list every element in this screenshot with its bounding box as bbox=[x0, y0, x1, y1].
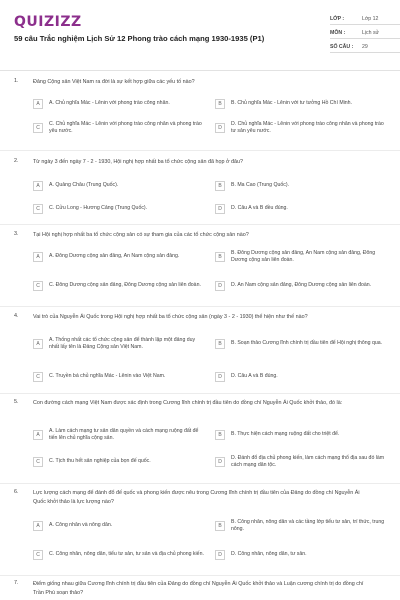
option-text: B. Soạn thảo Cương lĩnh chính trị đầu tiên để Hội nghị thông qua. bbox=[231, 340, 383, 347]
option-b[interactable] bbox=[215, 334, 387, 354]
option-text: A. Quảng Châu (Trung Quốc). bbox=[49, 182, 119, 189]
option-text: B. Thực hiện cách mạng ruộng đất cho triệt để. bbox=[231, 431, 340, 438]
meta-class-label: LỚP : bbox=[330, 16, 345, 22]
option-text: C. Công nhân, nông dân, tiểu tư sản, tư sản và địa chủ phong kiến. bbox=[49, 551, 204, 558]
option-letter: B bbox=[215, 521, 225, 531]
option-text: D. Đánh đổ địa chủ phong kiến, làm cách mạng thổ địa sau đó làm cách mạng dân tộc. bbox=[231, 454, 385, 468]
option-letter: B bbox=[215, 99, 225, 109]
option-text: B. Đông Dương cộng sản đảng, An Nam cộng sản đảng, Đông Dương cộng sản liên đoàn. bbox=[231, 249, 376, 263]
option-text: A. Thống nhất các tổ chức cộng sản để thành lập một đảng duy nhất lấy tên là Đảng Cộng sản Việt Nam. bbox=[49, 336, 196, 350]
option-b[interactable] bbox=[215, 516, 387, 536]
question-number: 3. bbox=[14, 231, 19, 237]
quizizz-logo: QUIZIZZ bbox=[14, 14, 82, 30]
option-letter: B bbox=[215, 252, 225, 262]
option-letter: D bbox=[215, 457, 225, 467]
question-divider bbox=[0, 306, 400, 307]
option-letter: D bbox=[215, 372, 225, 382]
option-letter: C bbox=[33, 204, 43, 214]
option-text: A. Chủ nghĩa Mác - Lênin với phong trào công nhân. bbox=[49, 100, 170, 107]
option-letter: C bbox=[33, 550, 43, 560]
option-letter: B bbox=[215, 430, 225, 440]
option-b[interactable] bbox=[215, 176, 387, 196]
option-d[interactable] bbox=[215, 545, 387, 565]
option-c[interactable] bbox=[33, 545, 205, 565]
option-letter: D bbox=[215, 123, 225, 133]
question-divider bbox=[0, 150, 400, 151]
option-text: C. Tịch thu hết sản nghiệp của bọn đế quốc. bbox=[49, 458, 151, 465]
option-c[interactable] bbox=[33, 276, 205, 296]
option-text: D. Công nhân, nông dân, tư sản. bbox=[231, 551, 307, 558]
meta-divider bbox=[330, 52, 400, 53]
option-a[interactable] bbox=[33, 176, 205, 196]
option-c[interactable] bbox=[33, 199, 205, 219]
document-header bbox=[0, 0, 400, 70]
option-text: B. Chủ nghĩa Mác - Lênin với tư tưởng Hồ Chí Minh. bbox=[231, 100, 353, 107]
option-letter: C bbox=[33, 123, 43, 133]
option-d[interactable] bbox=[215, 452, 387, 472]
meta-subject-value: Lịch sử bbox=[362, 30, 380, 36]
option-letter: B bbox=[215, 339, 225, 349]
option-text: B. Công nhân, nông dân và các tầng lớp tiểu tư sản, trí thức, trung nông. bbox=[231, 518, 385, 532]
option-letter: C bbox=[33, 281, 43, 291]
option-c[interactable] bbox=[33, 452, 205, 472]
option-d[interactable] bbox=[215, 367, 387, 387]
question-text: Điểm giống nhau giữa Cương lĩnh chính trị đầu tiên của Đảng do đồng chí Nguyễn Ái Quốc khởi thảo và Luận cương chính trị do đồng chí Trần Phú soạn thảo? bbox=[33, 581, 364, 596]
header-divider bbox=[0, 70, 400, 71]
option-text: D. An Nam cộng sản đảng, Đông Dương cộng sản liên đoàn. bbox=[231, 282, 372, 289]
option-letter: D bbox=[215, 204, 225, 214]
meta-count-value: 29 bbox=[362, 44, 368, 50]
option-letter: A bbox=[33, 339, 43, 349]
option-text: C. Đông Dương cộng sản đảng, Đông Dương cộng sản liên đoàn. bbox=[49, 282, 201, 289]
option-d[interactable] bbox=[215, 276, 387, 296]
option-text: A. Đông Dương cộng sản đảng, An Nam cộng sản đảng. bbox=[49, 253, 180, 260]
option-letter: A bbox=[33, 521, 43, 531]
option-b[interactable] bbox=[215, 425, 387, 445]
meta-subject-label: MÔN : bbox=[330, 30, 346, 36]
option-d[interactable] bbox=[215, 199, 387, 219]
option-a[interactable] bbox=[33, 331, 205, 357]
question-text: Vai trò của Nguyễn Ái Quốc trong Hội nghị hợp nhất ba tổ chức cộng sản (ngày 3 - 2 - 1930) thể hiện như thế nào? bbox=[33, 314, 308, 320]
option-a[interactable] bbox=[33, 516, 205, 536]
question-number: 5. bbox=[14, 399, 19, 405]
option-text: D. Chủ nghĩa Mác - Lênin với phong trào công nhân và phong trào tư sản yêu nước. bbox=[231, 120, 384, 134]
question-number: 4. bbox=[14, 313, 19, 319]
question-text: Lực lượng cách mạng để đánh đổ đế quốc và phong kiến được nêu trong Cương lĩnh chính trị đầu tiên của Đảng do đồng chí Nguyễn Ái Quốc khởi thảo là lực lượng nào? bbox=[33, 490, 360, 505]
option-b[interactable] bbox=[215, 247, 387, 267]
question-divider bbox=[0, 483, 400, 484]
document-title: 59 câu Trắc nghiệm Lịch Sử 12 Phong trào cách mạng 1930-1935 (P1) bbox=[14, 34, 265, 43]
question-number: 7. bbox=[14, 580, 19, 586]
option-letter: A bbox=[33, 252, 43, 262]
option-c[interactable] bbox=[33, 118, 205, 138]
question-divider bbox=[0, 575, 400, 576]
option-text: A. Công nhân và nông dân. bbox=[49, 522, 113, 529]
question-divider bbox=[0, 224, 400, 225]
meta-divider bbox=[330, 38, 400, 39]
question-text: Từ ngày 3 đến ngày 7 - 2 - 1930, Hội nghị hợp nhất ba tổ chức cộng sản đã họp ở đâu? bbox=[33, 159, 243, 165]
meta-divider bbox=[330, 24, 400, 25]
option-letter: C bbox=[33, 372, 43, 382]
meta-class-value: Lớp 12 bbox=[362, 16, 379, 22]
option-letter: C bbox=[33, 457, 43, 467]
option-text: D. Câu A và B đúng. bbox=[231, 373, 278, 380]
option-a[interactable] bbox=[33, 94, 205, 114]
option-letter: D bbox=[215, 281, 225, 291]
question-text: Tại Hội nghị hợp nhất ba tổ chức cộng sản có sự tham gia của các tổ chức cộng sản nào? bbox=[33, 232, 249, 238]
question-text: Đảng Cộng sản Việt Nam ra đời là sự kết hợp giữa các yếu tố nào? bbox=[33, 79, 195, 85]
question-number: 6. bbox=[14, 489, 19, 495]
option-c[interactable] bbox=[33, 367, 205, 387]
option-letter: D bbox=[215, 550, 225, 560]
option-letter: A bbox=[33, 99, 43, 109]
option-a[interactable] bbox=[33, 425, 205, 445]
option-letter: B bbox=[215, 181, 225, 191]
question-divider bbox=[0, 393, 400, 394]
option-b[interactable] bbox=[215, 94, 387, 114]
question-text: Con đường cách mạng Việt Nam được xác định trong Cương lĩnh chính trị đầu tiên do đồng chí Nguyễn Ái Quốc khởi thảo, đó là: bbox=[33, 400, 343, 406]
option-letter: A bbox=[33, 181, 43, 191]
option-text: A. Làm cách mạng tư sản dân quyền và cách mạng ruộng đất để tiến lên chủ nghĩa cộng sản. bbox=[49, 427, 199, 441]
option-text: C. Cửu Long - Hương Cảng (Trung Quốc). bbox=[49, 205, 148, 212]
option-text: D. Câu A và B đều đúng. bbox=[231, 205, 288, 212]
meta-count-label: SỐ CÂU : bbox=[330, 44, 354, 50]
question-number: 2. bbox=[14, 158, 19, 164]
option-d[interactable] bbox=[215, 118, 387, 138]
option-text: B. Ma Cao (Trung Quốc). bbox=[231, 182, 290, 189]
option-a[interactable] bbox=[33, 247, 205, 267]
option-letter: A bbox=[33, 430, 43, 440]
question-number: 1. bbox=[14, 78, 19, 84]
option-text: C. Chủ nghĩa Mác - Lênin với phong trào công nhân và phong trào yêu nước. bbox=[49, 120, 202, 134]
option-text: C. Truyền bá chủ nghĩa Mác - Lênin vào Việt Nam. bbox=[49, 373, 166, 380]
